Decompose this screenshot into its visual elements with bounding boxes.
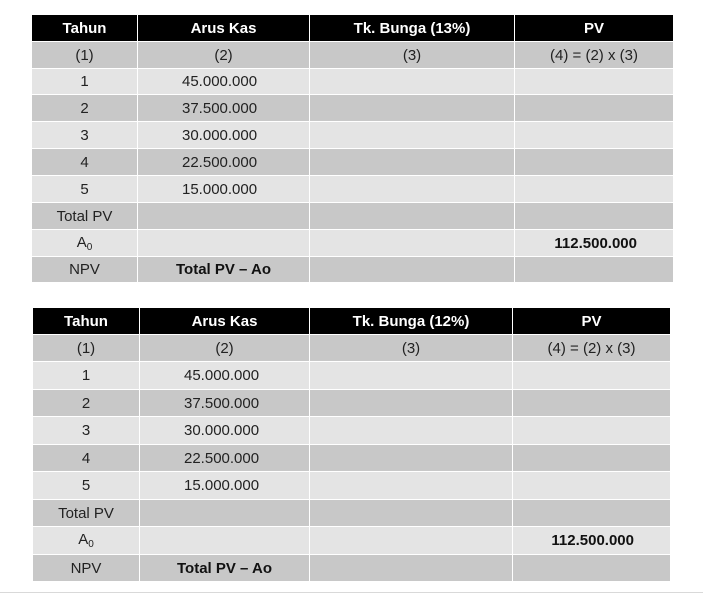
pv-cell: [513, 472, 671, 500]
year-cell: 4: [33, 445, 140, 472]
formula-col-4: (4) = (2) x (3): [513, 335, 671, 362]
total-pv-label: Total PV: [33, 500, 140, 527]
header-tahun: Tahun: [33, 308, 140, 335]
cash-flow-cell: 45.000.000: [140, 362, 310, 390]
total-pv-rate: [310, 203, 515, 230]
header-row: [33, 308, 671, 335]
a0-cash: [138, 230, 310, 257]
a0-letter: A: [76, 233, 87, 251]
a0-rate: [310, 230, 515, 257]
formula-col-3: (3): [310, 42, 515, 69]
year-cell: 4: [32, 149, 138, 176]
pv-cell: [515, 149, 674, 176]
total-pv-rate: [310, 500, 513, 527]
formula-row: [33, 335, 671, 362]
year-cell: 5: [32, 176, 138, 203]
a0-pv-value: 112.500.000: [513, 527, 671, 555]
formula-col-3: (3): [310, 335, 513, 362]
pv-cell: [513, 445, 671, 472]
year-cell: 5: [33, 472, 140, 500]
rate-cell: [310, 176, 515, 203]
table-row: [32, 149, 674, 176]
a0-row: [32, 230, 674, 257]
a0-subscript: 0: [88, 539, 94, 550]
total-pv-label: Total PV: [32, 203, 138, 230]
cash-flow-cell: 37.500.000: [138, 95, 310, 122]
cash-flow-cell: 22.500.000: [140, 445, 310, 472]
npv-rate: [310, 257, 515, 283]
year-cell: 1: [32, 69, 138, 95]
cash-flow-cell: 15.000.000: [138, 176, 310, 203]
pv-cell: [515, 95, 674, 122]
a0-cash: [140, 527, 310, 555]
table-row: [32, 95, 674, 122]
header-arus-kas: Arus Kas: [140, 308, 310, 335]
pv-cell: [515, 122, 674, 149]
total-pv-row: [32, 203, 674, 230]
npv-label: NPV: [32, 257, 138, 283]
pv-table-13: [31, 14, 674, 283]
formula-col-2: (2): [138, 42, 310, 69]
header-tk-bunga: Tk. Bunga (13%): [310, 15, 515, 42]
pv-cell: [513, 417, 671, 445]
total-pv-row: [33, 500, 671, 527]
cash-flow-cell: 15.000.000: [140, 472, 310, 500]
rate-cell: [310, 149, 515, 176]
rate-cell: [310, 417, 513, 445]
cash-flow-cell: 30.000.000: [140, 417, 310, 445]
table-row: [33, 445, 671, 472]
table-row: [33, 417, 671, 445]
npv-formula: Total PV – Ao: [138, 257, 310, 283]
npv-row: [33, 555, 671, 582]
npv-formula: Total PV – Ao: [140, 555, 310, 582]
formula-col-1: (1): [32, 42, 138, 69]
year-cell: 3: [32, 122, 138, 149]
year-cell: 2: [33, 390, 140, 417]
formula-col-2: (2): [140, 335, 310, 362]
a0-letter: A: [78, 531, 89, 548]
cash-flow-cell: 37.500.000: [140, 390, 310, 417]
table-row: [32, 69, 674, 95]
a0-row: [33, 527, 671, 555]
header-tk-bunga: Tk. Bunga (12%): [310, 308, 513, 335]
a0-label: [32, 230, 138, 257]
rate-cell: [310, 445, 513, 472]
header-pv: PV: [513, 308, 671, 335]
a0-rate: [310, 527, 513, 555]
pv-table-12: [32, 307, 671, 582]
formula-row: [32, 42, 674, 69]
pv-cell: [513, 390, 671, 417]
npv-label: NPV: [33, 555, 140, 582]
bottom-divider: [0, 592, 703, 593]
rate-cell: [310, 472, 513, 500]
table-row: [33, 390, 671, 417]
cash-flow-cell: 30.000.000: [138, 122, 310, 149]
total-pv-cash: [138, 203, 310, 230]
npv-row: [32, 257, 674, 283]
year-cell: 3: [33, 417, 140, 445]
rate-cell: [310, 69, 515, 95]
pv-cell: [513, 362, 671, 390]
header-arus-kas: Arus Kas: [138, 15, 310, 42]
cash-flow-cell: 22.500.000: [138, 149, 310, 176]
pv-cell: [515, 69, 674, 95]
rate-cell: [310, 362, 513, 390]
year-cell: 2: [32, 95, 138, 122]
table-row: [32, 122, 674, 149]
table-row: [33, 472, 671, 500]
a0-label: [33, 527, 140, 555]
rate-cell: [310, 390, 513, 417]
a0-subscript: 0: [86, 241, 93, 253]
a0-pv-value: 112.500.000: [515, 230, 674, 257]
rate-cell: [310, 122, 515, 149]
npv-value: [515, 257, 674, 283]
header-tahun: Tahun: [32, 15, 138, 42]
npv-value: [513, 555, 671, 582]
year-cell: 1: [33, 362, 140, 390]
total-pv-value: [515, 203, 674, 230]
header-row: [32, 15, 674, 42]
total-pv-cash: [140, 500, 310, 527]
header-pv: PV: [515, 15, 674, 42]
pv-cell: [515, 176, 674, 203]
formula-col-1: (1): [33, 335, 140, 362]
cash-flow-cell: 45.000.000: [138, 69, 310, 95]
rate-cell: [310, 95, 515, 122]
total-pv-value: [513, 500, 671, 527]
table-row: [33, 362, 671, 390]
table-row: [32, 176, 674, 203]
npv-rate: [310, 555, 513, 582]
formula-col-4: (4) = (2) x (3): [515, 42, 674, 69]
